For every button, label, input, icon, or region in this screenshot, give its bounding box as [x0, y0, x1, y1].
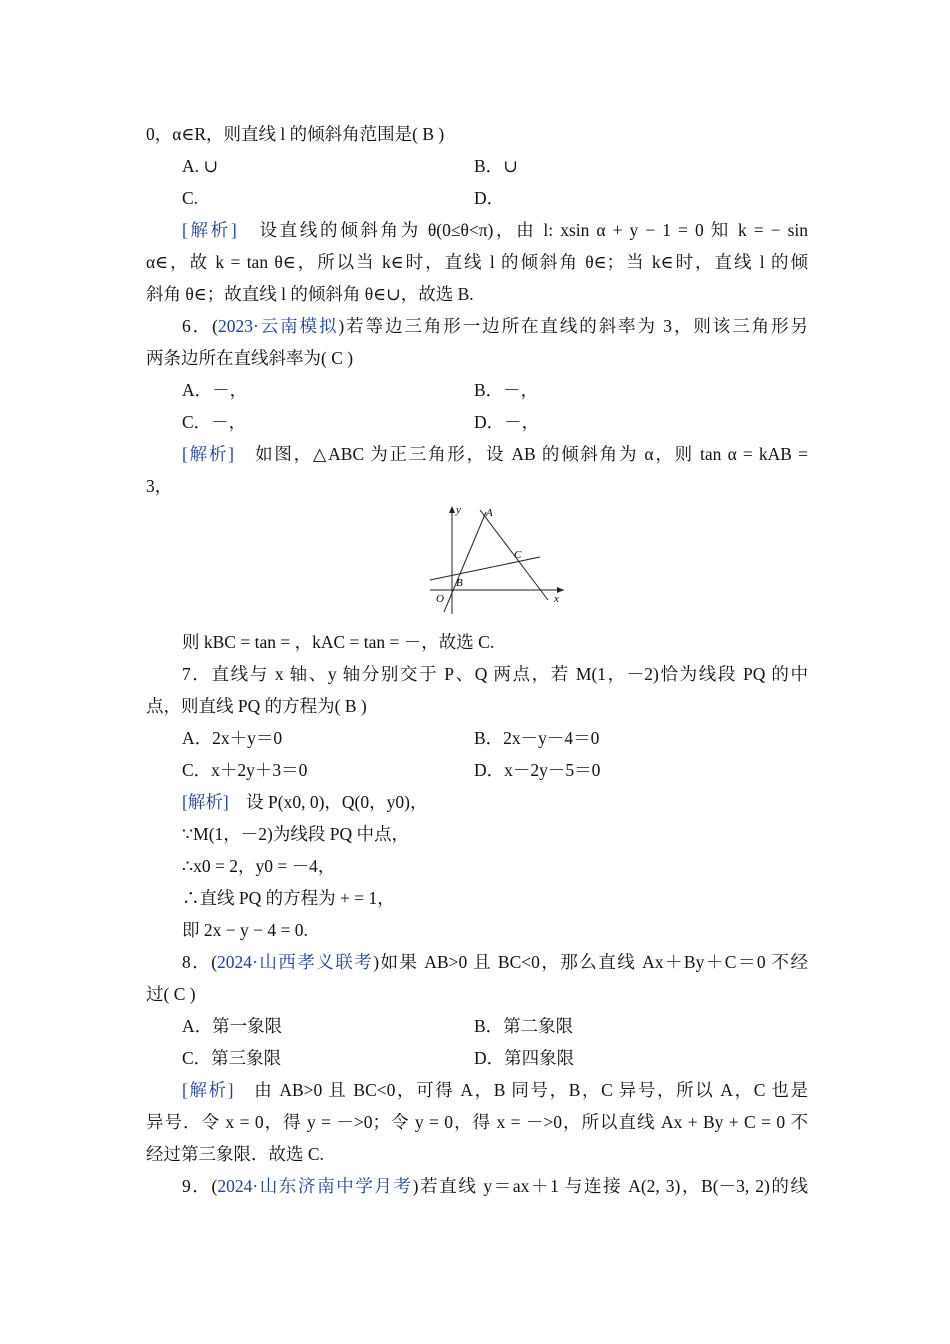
q7-option-b: B．2x－y－4＝0	[474, 728, 600, 748]
q7-analysis-line4: ∴直线 PQ 的方程为 + = 1，	[182, 888, 395, 908]
q5-analysis-tag: [解析]	[182, 220, 237, 240]
q5-options-row2	[146, 182, 808, 214]
triangle-diagram	[422, 502, 572, 620]
q7-analysis-line5: 即 2x − y − 4 = 0.	[182, 920, 308, 940]
q9-stem-line1: 9．(2024·山东济南中学月考)若直线 y＝ax＋1 与连接 A(2, 3)，B(－3, 2)的线	[182, 1176, 808, 1196]
q8-options-row1	[146, 1010, 808, 1042]
line-bc	[430, 557, 540, 580]
q6-conclusion: 则 kBC = tan = ，kAC = tan = －，故选 C.	[182, 632, 495, 652]
label-c: C	[514, 549, 522, 561]
q8-option-d: D．第四象限	[474, 1048, 575, 1068]
source-tag: 2024·山东济南中学月考	[217, 1176, 413, 1196]
q7-analysis-line1	[146, 786, 808, 818]
q6-analysis-line1	[146, 438, 808, 470]
q5-option-c: C.	[182, 188, 199, 208]
q8-analysis-line1	[146, 1074, 808, 1106]
q7-stem-line1: 7．直线与 x 轴、y 轴分别交于 P、Q 两点，若 M(1，－2)恰为线段 PQ 的中	[182, 664, 808, 684]
q7-stem-line2: 点，则直线 PQ 的方程为( B )	[146, 696, 367, 716]
q6-stem-line2: 两条边所在直线斜率为( C )	[146, 348, 354, 368]
q8-stem-line2: 过( C )	[146, 984, 196, 1004]
q6-analysis-tag: [解析]	[182, 444, 234, 464]
q6-option-b: B．－，	[474, 380, 539, 400]
label-a: A	[486, 507, 493, 519]
label-y: y	[456, 504, 461, 516]
q8-option-a: A．第一象限	[182, 1016, 283, 1036]
q6-stem-line1: 6．(2023·云南模拟)若等边三角形一边所在直线的斜率为 3，则该三角形另	[182, 316, 808, 336]
q6-options-row1	[146, 374, 808, 406]
q5-options-row1	[146, 150, 808, 182]
q6-analysis-text1: 如图，△ABC 为正三角形，设 AB 的倾斜角为 α，则 tan α = kAB =	[255, 444, 808, 464]
q8-analysis-tag: [解析]	[182, 1080, 234, 1100]
q7-analysis-tag: [解析]	[182, 792, 229, 812]
y-axis-arrow	[449, 506, 455, 513]
q8-analysis-line2: 异号．令 x = 0，得 y = －>0；令 y = 0，得 x = －>0，所以直线 Ax + By + C = 0 不	[146, 1112, 808, 1132]
q5-option-d: D．	[474, 188, 505, 208]
q8-options-row2	[146, 1042, 808, 1074]
q5-analysis-line2: α∈，故 k = tan θ∈，所以当 k∈时，直线 l 的倾斜角 θ∈；当 k∈时，直线 l 的倾	[146, 252, 808, 272]
q6-option-c: C．－，	[182, 412, 247, 432]
document-page	[146, 118, 808, 1202]
q5-analysis-line3: 斜角 θ∈；故直线 l 的倾斜角 θ∈∪，故选 B.	[146, 284, 474, 304]
label-b: B	[456, 577, 463, 589]
q6-options-row2	[146, 406, 808, 438]
label-x: x	[554, 593, 559, 605]
q7-option-a: A．2x＋y＝0	[182, 728, 283, 748]
q7-options-row1	[146, 722, 808, 754]
q8-analysis-line3: 经过第三象限．故选 C.	[146, 1144, 324, 1164]
q8-option-b: B．第二象限	[474, 1016, 574, 1036]
triangle-figure	[146, 502, 808, 626]
q7-analysis-line3: ∴x0 = 2，y0 = －4，	[182, 856, 336, 876]
q5-stem: 0，α∈R，则直线 l 的倾斜角范围是( B )	[146, 124, 445, 144]
q7-options-row2	[146, 754, 808, 786]
q6-option-d: D．－，	[474, 412, 540, 432]
source-tag: 2024·山西孝义联考	[217, 952, 374, 972]
q6-analysis-line2: 3，	[146, 476, 173, 496]
q7-analysis-text1: 设 P(x0, 0)，Q(0，y0)，	[246, 792, 428, 812]
q8-stem-line1: 8．(2024·山西孝义联考)如果 AB>0 且 BC<0，那么直线 Ax＋By＋C＝0 不经	[182, 952, 808, 972]
q7-option-d: D．x－2y－5＝0	[474, 760, 601, 780]
q8-option-c: C．第三象限	[182, 1048, 282, 1068]
q5-option-b: B．∪	[474, 156, 518, 176]
q5-analysis-text1: 设直线的倾斜角为 θ(0≤θ<π)，由 l: xsin α + y − 1 = 0 知 k = − sin	[259, 220, 808, 240]
q5-analysis-line1	[146, 214, 808, 246]
line-ab	[444, 512, 486, 612]
q8-analysis-text1: 由 AB>0 且 BC<0，可得 A，B 同号，B，C 异号，所以 A，C 也是	[254, 1080, 808, 1100]
q5-option-a: A. ∪	[182, 156, 219, 176]
source-tag: 2023·云南模拟	[217, 316, 339, 336]
q7-option-c: C．x＋2y＋3＝0	[182, 760, 308, 780]
q7-analysis-line2: ∵M(1，－2)为线段 PQ 中点，	[182, 824, 409, 844]
q6-option-a: A．－，	[182, 380, 248, 400]
label-o: O	[436, 593, 444, 605]
